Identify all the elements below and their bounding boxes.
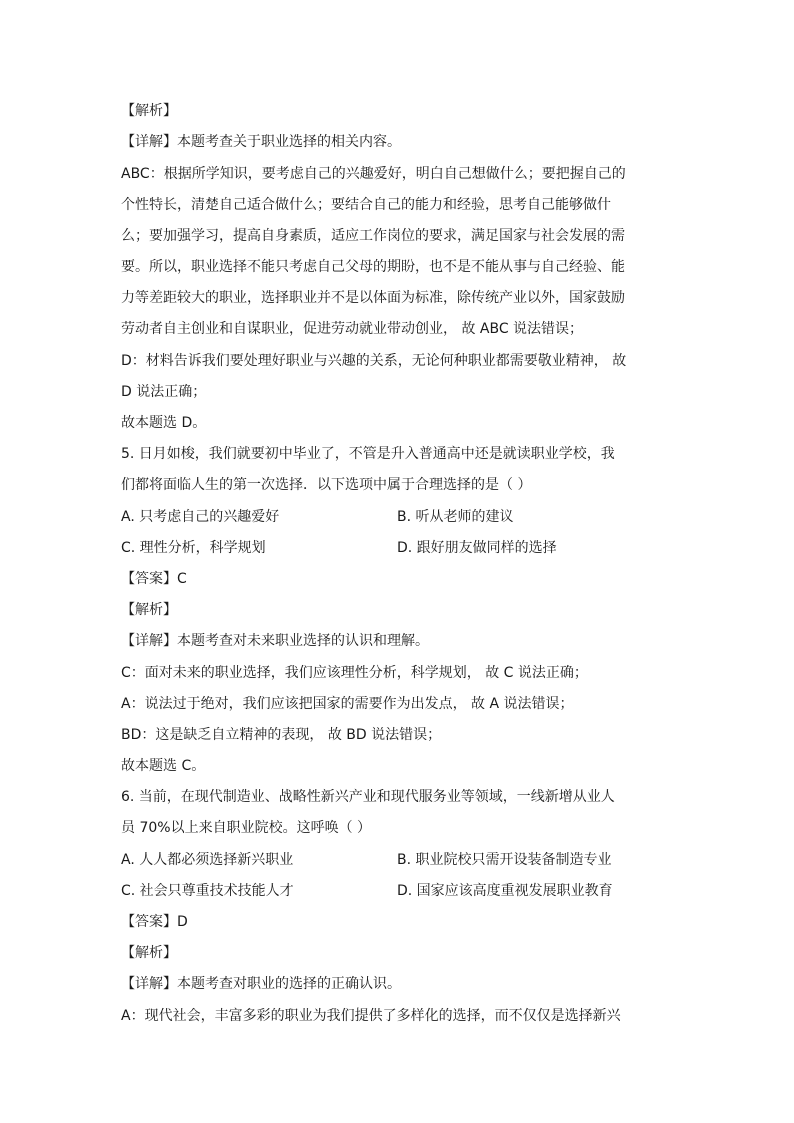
explanation-line: 么；要加强学习，提高自身素质，适应工作岗位的要求，满足国家与社会发展的需 <box>121 228 625 244</box>
detail-line: 【详解】本题考查关于职业选择的相关内容。 <box>121 134 401 150</box>
q6-option-d: D. 国家应该高度重视发展职业教育 <box>397 883 613 899</box>
q5-analysis-heading: 【解析】 <box>121 602 177 618</box>
analysis-heading: 【解析】 <box>121 103 177 119</box>
q6-explanation-line: A：现代社会，丰富多彩的职业为我们提供了多样化的选择，而不仅仅是选择新兴 <box>121 1008 621 1024</box>
question-6-stem: 6. 当前，在现代制造业、战略性新兴产业和现代服务业等领域，一线新增从业人 <box>121 789 615 805</box>
q5-option-c: C. 理性分析，科学规划 <box>121 540 266 556</box>
question-5-stem: 5. 日月如梭，我们就要初中毕业了，不管是升入普通高中还是就读职业学校，我 <box>121 446 615 462</box>
explanation-line: D 说法正确； <box>121 384 207 400</box>
q5-explanation-line: A：说法过于绝对，我们应该把国家的需要作为出发点， 故 A 说法错误； <box>121 696 574 712</box>
q5-detail-line: 【详解】本题考查对未来职业选择的认识和理解。 <box>121 633 429 649</box>
q6-option-b: B. 职业院校只需开设装备制造专业 <box>397 852 612 868</box>
q6-answer: 【答案】D <box>121 914 188 930</box>
question-5-stem: 们都将面临人生的第一次选择．以下选项中属于合理选择的是（ ） <box>121 477 532 493</box>
conclusion-line: 故本题选 D。 <box>121 415 207 431</box>
explanation-line: 个性特长，清楚自己适合做什么；要结合自己的能力和经验，思考自己能够做什 <box>121 197 611 213</box>
explanation-line: D：材料告诉我们要处理好职业与兴趣的关系，无论何种职业都需要敬业精神， 故 <box>121 353 627 369</box>
q5-option-d: D. 跟好朋友做同样的选择 <box>397 540 557 556</box>
q5-explanation-line: BD：这是缺乏自立精神的表现， 故 BD 说法错误； <box>121 727 442 743</box>
q6-option-a: A. 人人都必须选择新兴职业 <box>121 852 294 868</box>
q6-option-c: C. 社会只尊重技术技能人才 <box>121 883 294 899</box>
question-6-stem: 员 70%以上来自职业院校。这呼唤（ ） <box>121 820 372 836</box>
explanation-line: 力等差距较大的职业，选择职业并不是以体面为标准，除传统产业以外，国家鼓励 <box>121 290 625 306</box>
q6-analysis-heading: 【解析】 <box>121 945 177 961</box>
q5-option-a: A. 只考虑自己的兴趣爱好 <box>121 509 280 525</box>
q5-answer: 【答案】C <box>121 571 187 587</box>
explanation-line: 要。所以，职业选择不能只考虑自己父母的期盼，也不是不能从事与自己经验、能 <box>121 259 625 275</box>
q6-detail-line: 【详解】本题考查对职业的选择的正确认识。 <box>121 976 401 992</box>
q5-explanation-line: C：面对未来的职业选择，我们应该理性分析，科学规划， 故 C 说法正确； <box>121 665 588 681</box>
explanation-line: ABC：根据所学知识，要考虑自己的兴趣爱好，明白自己想做什么；要把握自己的 <box>121 166 626 182</box>
q5-conclusion: 故本题选 C。 <box>121 758 206 774</box>
q5-option-b: B. 听从老师的建议 <box>397 509 514 525</box>
explanation-line: 劳动者自主创业和自谋职业，促进劳动就业带动创业， 故 ABC 说法错误； <box>121 321 584 337</box>
